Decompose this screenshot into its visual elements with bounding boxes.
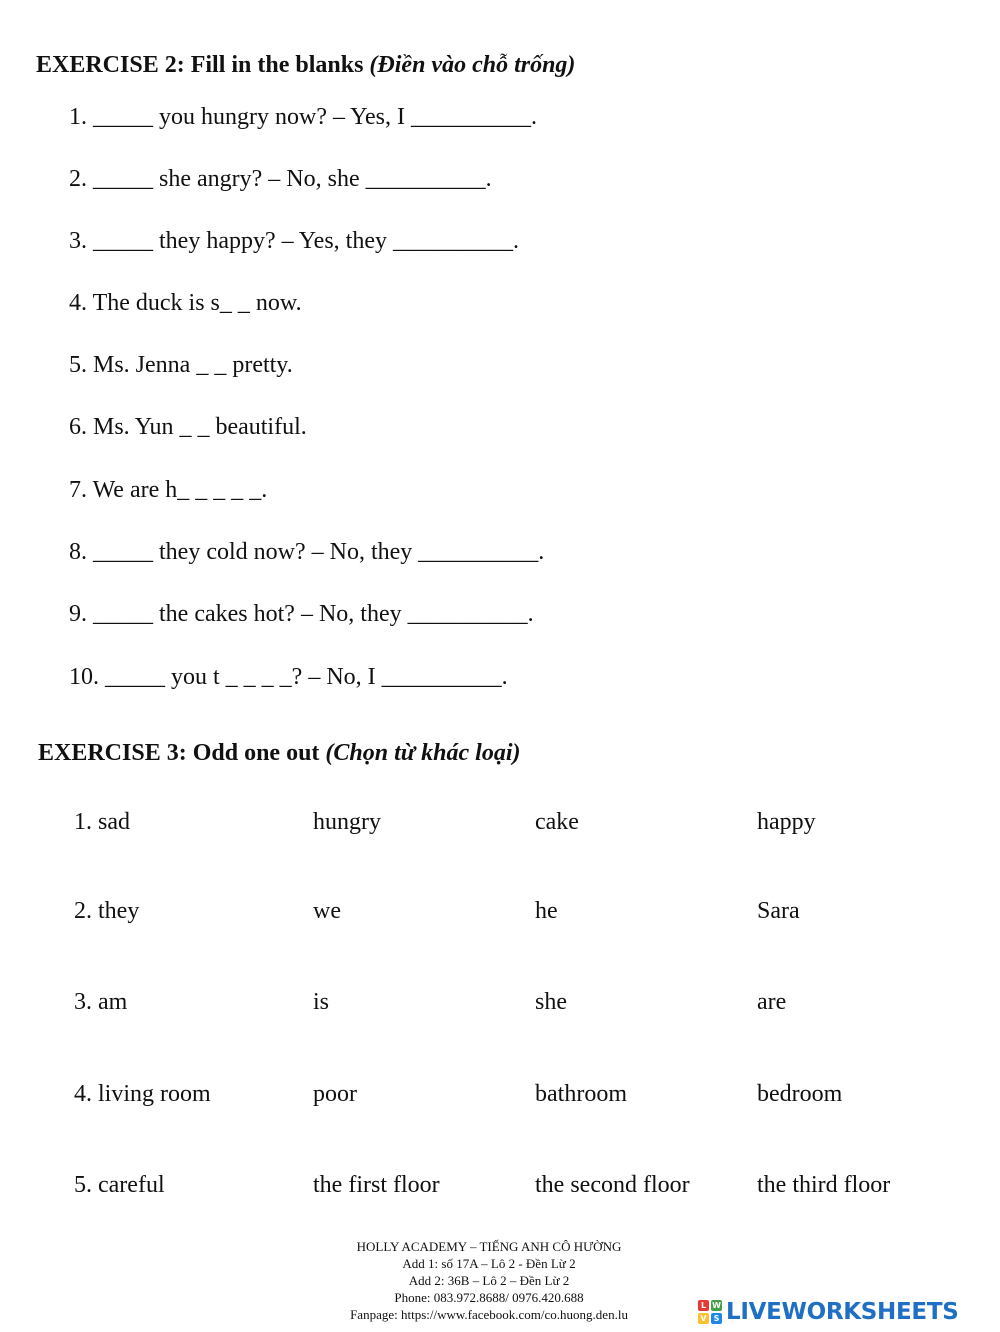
- exercise-3-option-word: the first floor: [313, 1172, 440, 1198]
- exercise-3-title: EXERCISE 3: Odd one out: [38, 740, 320, 766]
- exercise-2-item: 5. Ms. Jenna _ _ pretty.: [69, 352, 293, 378]
- exercise-3-option-word: we: [313, 898, 341, 924]
- exercise-2-item: 7. We are h_ _ _ _ _.: [69, 477, 268, 503]
- exercise-3-item-first-word: 1. sad: [74, 809, 130, 835]
- logo-square-4: S: [711, 1313, 722, 1324]
- exercise-3-title-vi: (Chọn từ khác loại): [325, 740, 521, 766]
- exercise-3-option-word: hungry: [313, 809, 381, 835]
- footer-address-2: Add 2: 36B – Lô 2 – Đền Lừ 2: [408, 1273, 570, 1288]
- footer-academy: HOLLY ACADEMY – TIẾNG ANH CÔ HƯỜNG: [356, 1239, 622, 1254]
- exercise-3-option-word: is: [313, 989, 330, 1015]
- exercise-3-option-word: are: [757, 989, 787, 1015]
- exercise-2-heading: [36, 52, 575, 79]
- exercise-3-option-word: the third floor: [757, 1172, 891, 1198]
- exercise-2-item: 9. _____ the cakes hot? – No, they __________.: [69, 601, 534, 627]
- exercise-3-row: [0, 989, 1000, 1019]
- exercise-3-heading: [38, 740, 520, 767]
- footer: [239, 1238, 739, 1323]
- exercise-3-option-word: the second floor: [535, 1172, 690, 1198]
- liveworksheets-logo-icon: [698, 1300, 722, 1324]
- exercise-2-title-vi: (Điền vào chỗ trống): [369, 52, 576, 78]
- exercise-3-option-word: Sara: [757, 898, 800, 924]
- exercise-2-item: 6. Ms. Yun _ _ beautiful.: [69, 414, 307, 440]
- exercise-3-item-first-word: 4. living room: [74, 1081, 211, 1107]
- liveworksheets-logo: [698, 1298, 958, 1326]
- logo-square-3: V: [698, 1313, 709, 1324]
- exercise-3-option-word: poor: [313, 1081, 357, 1107]
- exercise-2-item: 4. The duck is s_ _ now.: [69, 290, 302, 316]
- exercise-3-option-word: happy: [757, 809, 816, 835]
- exercise-3-item-first-word: 2. they: [74, 898, 140, 924]
- exercise-2-item: 10. _____ you t _ _ _ _? – No, I __________.: [69, 664, 508, 690]
- exercise-2-item: 2. _____ she angry? – No, she __________.: [69, 166, 492, 192]
- exercise-3-item-first-word: 5. careful: [74, 1172, 165, 1198]
- exercise-2-item: 3. _____ they happy? – Yes, they __________.: [69, 228, 519, 254]
- exercise-3-option-word: he: [535, 898, 558, 924]
- exercise-3-option-word: bathroom: [535, 1081, 627, 1107]
- exercise-3-option-word: cake: [535, 809, 579, 835]
- exercise-3-row: [0, 809, 1000, 839]
- liveworksheets-logo-text: LIVEWORKSHEETS: [726, 1299, 959, 1325]
- exercise-3-row: [0, 898, 1000, 928]
- exercise-2-title: EXERCISE 2: Fill in the blanks: [36, 52, 364, 78]
- exercise-2-item: 1. _____ you hungry now? – Yes, I __________.: [69, 104, 537, 130]
- logo-square-1: L: [698, 1300, 709, 1311]
- footer-fanpage: Fanpage: https://www.facebook.com/co.huong.den.lu: [350, 1307, 628, 1322]
- exercise-2-item: 8. _____ they cold now? – No, they __________.: [69, 539, 545, 565]
- exercise-3-option-word: she: [535, 989, 567, 1015]
- exercise-3-item-first-word: 3. am: [74, 989, 128, 1015]
- exercise-3-row: [0, 1172, 1000, 1202]
- exercise-3-row: [0, 1081, 1000, 1111]
- logo-square-2: W: [712, 1301, 721, 1310]
- footer-phone: Phone: 083.972.8688/ 0976.420.688: [394, 1290, 584, 1305]
- footer-address-1: Add 1: số 17A – Lô 2 - Đền Lừ 2: [402, 1256, 576, 1271]
- exercise-3-option-word: bedroom: [757, 1081, 843, 1107]
